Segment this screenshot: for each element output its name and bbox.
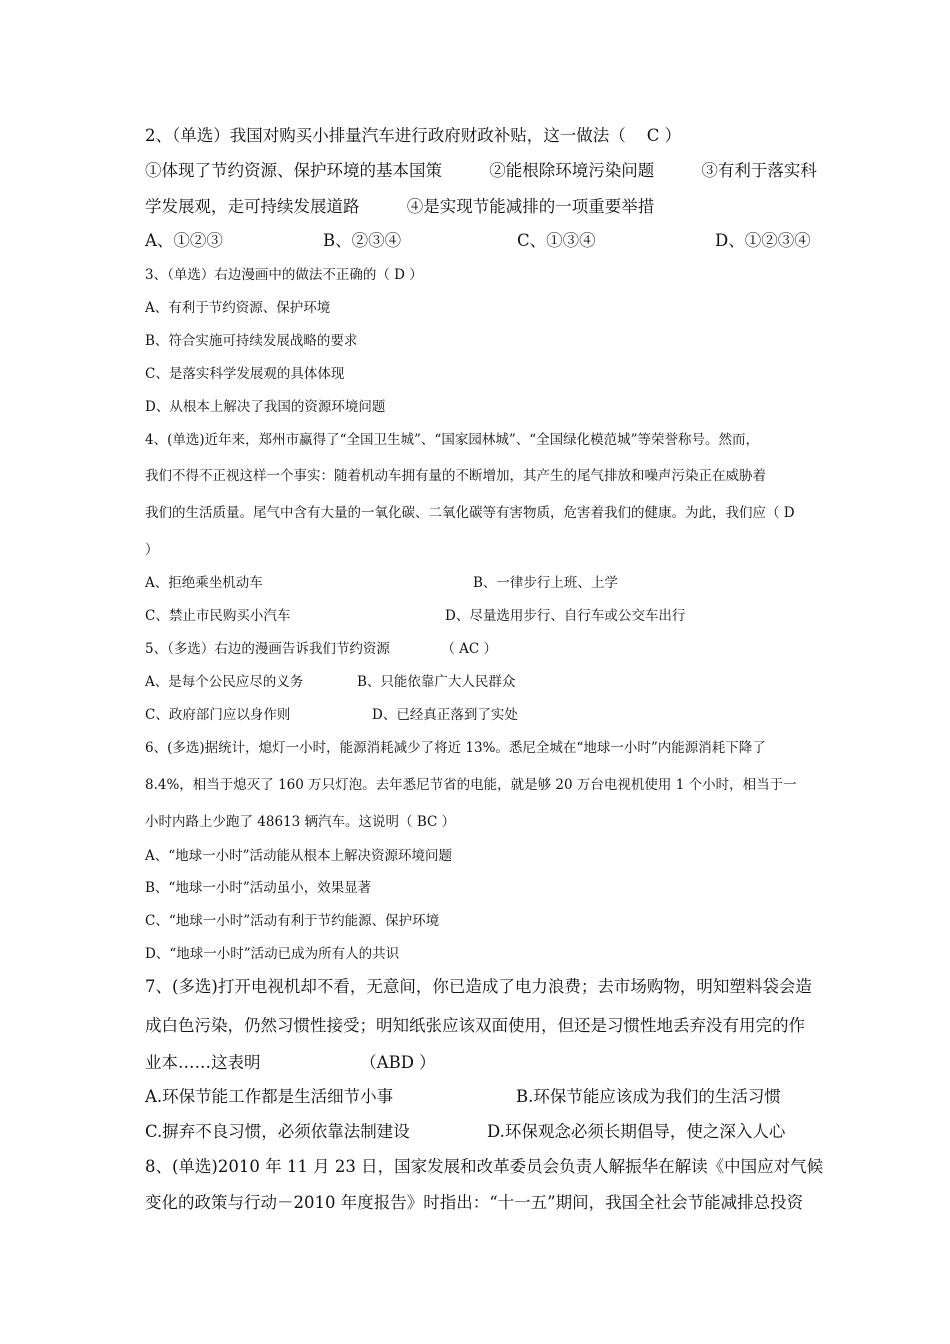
q6-option-d: D、“地球一小时”活动已成为所有人的共识	[145, 946, 400, 962]
q2-option-b: B、②③④	[323, 231, 402, 250]
q4-option-a: A、拒绝乘坐机动车	[145, 575, 263, 591]
q5-option-a: A、是每个公民应尽的义务	[145, 674, 304, 690]
q7-line-3: 业本……这表明 （ABD ）	[145, 1053, 436, 1072]
q4-line-1: 4、(单选)近年来，郑州市赢得了“全国卫生城”、“国家园林城”、“全国绿化模范城”等荣誉称号。然而，	[145, 432, 760, 448]
q3-stem: 3、（单选）右边漫画中的做法不正确的（ D ）	[145, 267, 423, 283]
q6-option-a: A、“地球一小时”活动能从根本上解决资源环境问题	[145, 848, 453, 864]
q6-option-b: B、“地球一小时”活动虽小，效果显著	[145, 880, 372, 896]
q7-line-1: 7、(多选)打开电视机却不看，无意间，你已造成了电力浪费；去市场购物，明知塑料袋会造	[145, 977, 812, 996]
q4-line-2: 我们不得不正视这样一个事实：随着机动车拥有量的不断增加，其产生的尾气排放和噪声污染正在威胁着	[145, 468, 766, 484]
q3-option-d: D、从根本上解决了我国的资源环境问题	[145, 399, 386, 415]
q4-option-c: C、禁止市民购买小汽车	[145, 608, 291, 624]
q5-option-b: B、只能依靠广大人民群众	[357, 674, 516, 690]
q8-line-1: 8、(单选)2010 年 11 月 23 日，国家发展和改革委员会负责人解振华在解读《中国应对气候	[145, 1157, 824, 1176]
q7-option-d: D.环保观念必须长期倡导，使之深入人心	[487, 1122, 786, 1141]
q7-option-c: C.摒弃不良习惯，必须依靠法制建设	[145, 1122, 410, 1141]
q6-option-c: C、“地球一小时”活动有利于节约能源、保护环境	[145, 913, 440, 929]
q5-stem: 5、（多选）右边的漫画告诉我们节约资源 （ AC ）	[145, 641, 497, 657]
q7-option-b: B.环保节能应该成为我们的生活习惯	[516, 1087, 781, 1106]
q3-option-a: A、有利于节约资源、保护环境	[145, 300, 331, 316]
q7-line-2: 成白色污染，仍然习惯性接受；明知纸张应该双面使用，但还是习惯性地丢弃没有用完的作	[145, 1016, 805, 1035]
q6-line-1: 6、(多选)据统计，熄灯一小时，能源消耗减少了将近 13%。悉尼全城在“地球一小时”内能源消耗下降了	[145, 740, 766, 756]
q2-option-d: D、①②③④	[715, 231, 811, 250]
q2-statements-line-2: 学发展观，走可持续发展道路 ④是实现节能减排的一项重要举措	[145, 197, 655, 216]
q4-line-4: ）	[145, 542, 159, 558]
q3-option-c: C、是落实科学发展观的具体体现	[145, 366, 345, 382]
q8-line-2: 变化的政策与行动－2010 年度报告》时指出：“十一五”期间，我国全社会节能减排总投资	[145, 1193, 804, 1212]
q5-option-d: D、已经真正落到了实处	[372, 707, 518, 723]
q2-stem: 2、（单选）我国对购买小排量汽车进行政府财政补贴，这一做法（ C ）	[145, 126, 682, 145]
q3-option-b: B、符合实施可持续发展战略的要求	[145, 333, 358, 349]
q4-option-d: D、尽量选用步行、自行车或公交车出行	[445, 608, 686, 624]
q6-line-3: 小时内路上少跑了 48613 辆汽车。这说明（ BC ）	[145, 814, 456, 830]
q2-option-c: C、①③④	[517, 231, 596, 250]
q5-option-c: C、政府部门应以身作则	[145, 707, 291, 723]
q4-line-3: 我们的生活质量。尾气中含有大量的一氧化碳、二氧化碳等有害物质，危害着我们的健康。为此，我们应（ D	[145, 505, 795, 521]
q4-option-b: B、一律步行上班、上学	[473, 575, 618, 591]
q7-option-a: A.环保节能工作都是生活细节小事	[145, 1087, 394, 1106]
q2-statements-line-1: ①体现了节约资源、保护环境的基本国策 ②能根除环境污染问题 ③有利于落实科	[145, 161, 817, 180]
q2-option-a: A、①②③	[145, 231, 223, 250]
q6-line-2: 8.4%，相当于熄灭了 160 万只灯泡。去年悉尼节省的电能，就是够 20 万台电视机使用 1 个小时，相当于一	[145, 777, 797, 793]
